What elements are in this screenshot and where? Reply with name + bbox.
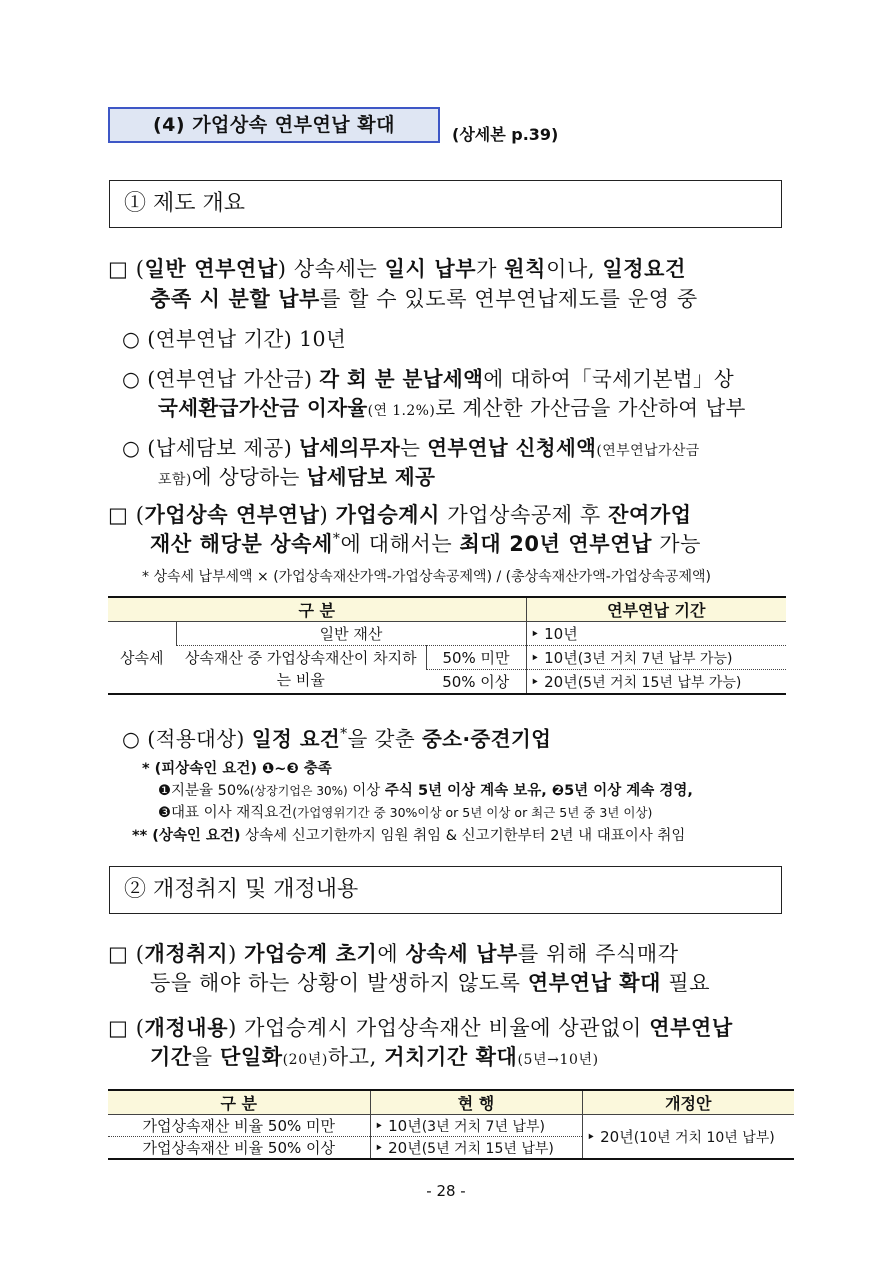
- family-ratio-label: 상속재산 중 가업상속재산이 차지하는 비율: [176, 646, 426, 694]
- small-text: (연부연납가산금: [596, 443, 700, 459]
- general-property-label: 일반 재산: [176, 622, 526, 646]
- bullet-circle-icon: ○: [122, 327, 141, 351]
- period-value: ‣ 10년: [530, 649, 578, 667]
- checkbox-square-icon: □: [108, 1016, 129, 1040]
- text: 를 위해 주식매각: [517, 942, 679, 966]
- superscript: *: [340, 726, 348, 743]
- text: 가업상속공제 후: [440, 503, 609, 527]
- period-detail: (3년 거치 7년 납부 가능): [577, 651, 733, 667]
- revision-para-2: [108, 1012, 733, 1042]
- overview-heading-box: [109, 180, 782, 228]
- bullet-period: [122, 322, 346, 352]
- bold-text: ** (상속인 요건): [132, 828, 241, 844]
- bullet-circle-icon: ○: [122, 436, 141, 460]
- text: (연부연납 기간) 10년: [147, 327, 347, 351]
- bold-text: 중소·중견기업: [421, 727, 552, 751]
- superscript: *: [332, 531, 341, 547]
- bold-text: 일정요건: [602, 257, 686, 281]
- current-detail: (3년 거치 7년 납부): [421, 1119, 545, 1135]
- text: (적용대상): [147, 727, 252, 751]
- small-text: (가업영위기간 중 30%이상 or 5년 이상 or 최근 5년 중 3년 이상): [292, 805, 653, 820]
- bold-text: 거치기간 확대: [384, 1045, 518, 1069]
- bold-text: 일시 납부: [384, 257, 477, 281]
- bold-text: 재산 해당분 상속세: [150, 532, 333, 556]
- small-text: (상장기업은 30%): [249, 784, 348, 798]
- small-text: (5년→10년): [517, 1052, 599, 1068]
- bold-text: * (피상속인 요건) ❶~❸ 충족: [142, 761, 332, 777]
- text: 필요: [661, 971, 711, 995]
- period-value: ‣ 20년: [530, 672, 578, 691]
- bold-text: 가업승계 초기: [244, 942, 378, 966]
- bold-text: 연부연납 확대: [527, 971, 662, 995]
- checkbox-square-icon: □: [108, 257, 129, 281]
- bold-text: 일반 연부연납: [144, 257, 278, 281]
- revision-para-1-cont: [150, 967, 710, 997]
- bold-text: 개정내용: [144, 1016, 229, 1040]
- note-decedent-req-3: [158, 801, 652, 822]
- bold-text: 납세담보 제공: [306, 465, 436, 489]
- section-title-box: [108, 107, 440, 143]
- note-decedent-req-1: [158, 779, 693, 800]
- bold-text: 단일화: [219, 1045, 283, 1069]
- bullet-collateral-cont: [158, 460, 435, 490]
- overview-heading: ① 제도 개요: [124, 191, 245, 216]
- text: ) 가업승계시 가업상속재산 비율에 상관없이: [228, 1016, 650, 1040]
- revision-para-1: [108, 938, 679, 968]
- bullet-circle-icon: ○: [122, 727, 141, 751]
- table-cell: [370, 1115, 582, 1137]
- text: 을 갖춘: [347, 727, 422, 751]
- text: ❸대표 이사 재직요건: [158, 805, 293, 821]
- overview-para-2: [108, 499, 692, 529]
- row-label: 가업상속재산 비율 50% 이상: [108, 1137, 370, 1160]
- current-value: ‣ 20년: [374, 1139, 422, 1157]
- text: (: [135, 1016, 145, 1040]
- text: ): [228, 942, 245, 966]
- overview-para-1-cont: [150, 283, 698, 313]
- row-group-label: 상속세: [108, 622, 176, 694]
- bold-text: 가업상속 연부연납: [144, 503, 320, 527]
- small-text: (연 1.2%): [367, 403, 436, 419]
- text: 로 계산한 가산금을 가산하여 납부: [435, 396, 746, 420]
- text: 에 상당하는: [191, 465, 307, 489]
- current-detail: (5년 거치 15년 납부): [421, 1141, 554, 1157]
- bullet-eligibility: [122, 722, 551, 752]
- text: (: [135, 503, 145, 527]
- bold-text: 상속세 납부: [405, 942, 518, 966]
- text: ): [319, 503, 336, 527]
- text: (납세담보 제공): [147, 436, 300, 460]
- text: 이나,: [546, 257, 603, 281]
- bold-text: 가업승계시: [335, 503, 441, 527]
- text: (: [135, 942, 145, 966]
- table-cell: [526, 646, 786, 670]
- bold-text: 일정 요건: [251, 727, 341, 751]
- ratio-cond: 50% 미만: [426, 646, 526, 670]
- small-text: 포함): [158, 472, 192, 488]
- text: 에 대해서는: [340, 532, 460, 556]
- bold-text: ❷5년 이상 계속 경영,: [546, 783, 693, 799]
- bold-text: 원칙: [504, 257, 547, 281]
- bullet-circle-icon: ○: [122, 367, 141, 391]
- row-label: 가업상속재산 비율 50% 미만: [108, 1115, 370, 1137]
- bold-text: 최대 20년 연부연납: [459, 532, 652, 556]
- text: 하고,: [327, 1045, 385, 1069]
- bold-text: 충족 시 분할 납부: [150, 287, 320, 311]
- section-title: (4) 가업상속 연부연납 확대: [153, 114, 395, 136]
- text: 를 할 수 있도록 연부연납제도를 운영 중: [319, 287, 698, 311]
- overview-para-2-cont: [150, 528, 701, 558]
- revision-heading: ② 개정취지 및 개정내용: [124, 877, 359, 902]
- small-text: (20년): [282, 1052, 328, 1068]
- table-header: 구 분: [108, 597, 526, 622]
- text: 이상: [347, 783, 385, 799]
- checkbox-square-icon: □: [108, 942, 129, 966]
- checkbox-square-icon: □: [108, 503, 129, 527]
- note-heir-req: [132, 824, 685, 845]
- text: ❶지분율 50%: [158, 783, 250, 799]
- section-reference: (상세본 p.39): [452, 125, 559, 144]
- revision-para-2-cont: [150, 1041, 599, 1071]
- text: (: [135, 257, 145, 281]
- text: 가능: [651, 532, 702, 556]
- revision-heading-box: [109, 866, 782, 914]
- installment-period-table: [108, 596, 786, 695]
- text: 등을 해야 하는 상황이 발생하지 않도록: [150, 971, 528, 995]
- bold-text: 기간: [150, 1045, 192, 1069]
- text: 에: [377, 942, 406, 966]
- bullet-collateral: [122, 431, 700, 461]
- ratio-cond: 50% 이상: [426, 670, 526, 694]
- table-header: 현 행: [370, 1090, 582, 1115]
- bold-text: 주식 5년 이상 계속 보유,: [384, 783, 547, 799]
- bold-text: 각 회 분 분납세액: [319, 367, 484, 391]
- table-header: 연부연납 기간: [526, 597, 786, 622]
- bold-text: 잔여가업: [608, 503, 692, 527]
- bullet-surcharge: [122, 362, 734, 392]
- text: 상속세 신고기한까지 임원 취임 & 신고기한부터 2년 내 대표이사 취임: [240, 828, 686, 844]
- bullet-surcharge-cont: [158, 391, 746, 421]
- proposal-cell: [582, 1115, 794, 1160]
- period-detail: (5년 거치 15년 납부 가능): [577, 674, 742, 691]
- text: ) 상속세는: [277, 257, 385, 281]
- table-cell: [526, 622, 786, 646]
- proposal-detail: (10년 거치 10년 납부): [633, 1130, 775, 1146]
- footnote-formula: * 상속세 납부세액 × (가업상속재산가액-가업상속공제액) / (총상속재산가액-가업상속공제액): [142, 569, 711, 585]
- bold-text: 연부연납: [649, 1016, 733, 1040]
- table-cell: [370, 1137, 582, 1160]
- bold-text: 연부연납 신청세액: [427, 436, 597, 460]
- bold-text: 국세환급가산금 이자율: [158, 396, 368, 420]
- table-header: 구 분: [108, 1090, 370, 1115]
- revision-table: [108, 1089, 794, 1160]
- text: 을: [191, 1045, 220, 1069]
- text: 에 대하여「국세기본법」상: [483, 367, 735, 391]
- table-cell: [526, 670, 786, 694]
- overview-para-1: [108, 253, 686, 283]
- current-value: ‣ 10년: [374, 1117, 422, 1135]
- table-header: 개정안: [582, 1090, 794, 1115]
- note-decedent-req: [142, 757, 332, 778]
- bold-text: 납세의무자: [299, 436, 401, 460]
- page-number: - 28 -: [426, 1182, 466, 1200]
- bold-text: 개정취지: [144, 942, 229, 966]
- text: 가: [476, 257, 505, 281]
- text: (연부연납 가산금): [147, 367, 320, 391]
- proposal-value: ‣ 20년: [586, 1128, 634, 1146]
- text: 는: [400, 436, 428, 460]
- period-value: ‣ 10년: [530, 625, 578, 643]
